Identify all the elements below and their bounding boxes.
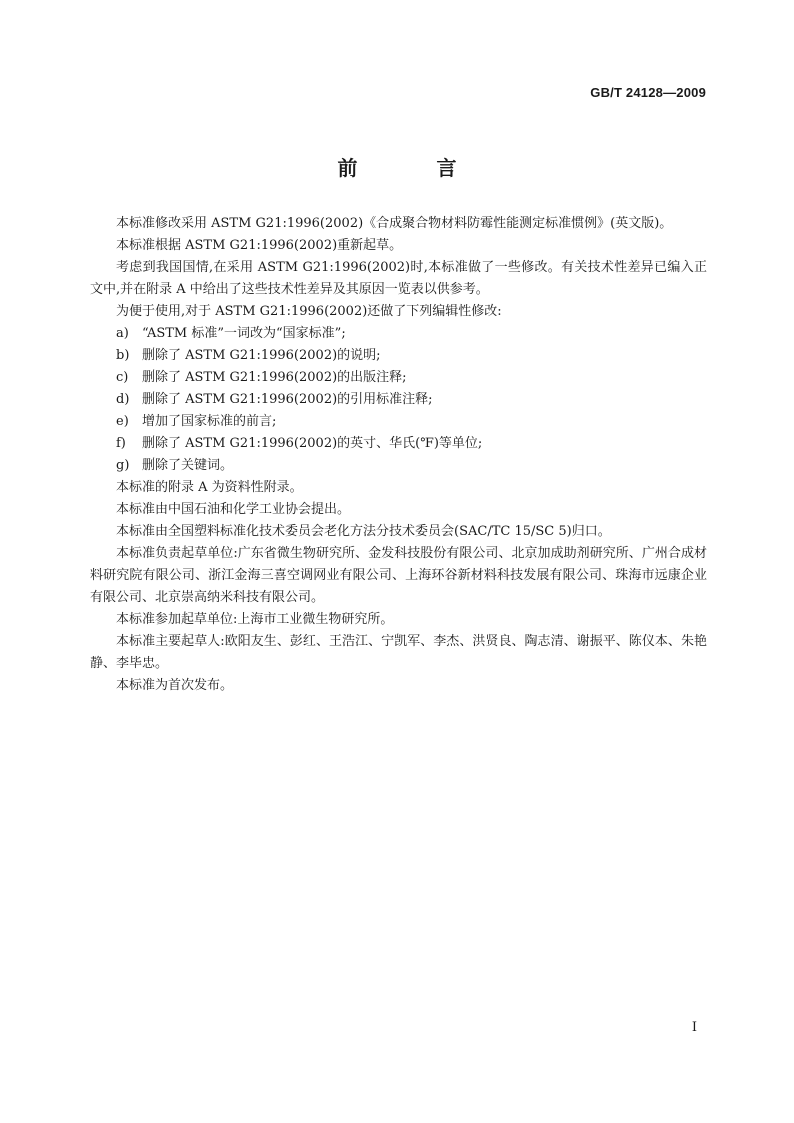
paragraph: 本标准由全国塑料标准化技术委员会老化方法分技术委员会(SAC/TC 15/SC 5)归口。 (116, 524, 611, 539)
foreword-body (90, 213, 707, 697)
paragraph: 本标准由中国石油和化学工业协会提出。 (116, 502, 351, 517)
list-item (90, 389, 707, 411)
paragraph: 考虑到我国国情,在采用 ASTM G21:1996(2002)时,本标准做了一些修改。有关技术性差异已编入正文中,并在附录 A 中给出了这些技术性差异及其原因一览表以供参考。 (90, 260, 707, 297)
list-item-text: “ASTM 标准”一词改为“国家标准”; (142, 326, 346, 341)
list-item-text: 删除了 ASTM G21:1996(2002)的说明; (142, 348, 381, 363)
list-marker: f) (116, 436, 126, 451)
page-number: I (691, 1020, 697, 1035)
list-item-text: 删除了 ASTM G21:1996(2002)的出版注释; (142, 370, 407, 385)
list-item (90, 323, 707, 345)
paragraph: 本标准参加起草单位:上海市工业微生物研究所。 (116, 612, 394, 627)
list-marker: e) (116, 414, 129, 429)
list-item (90, 367, 707, 389)
paragraph: 为便于使用,对于 ASTM G21:1996(2002)还做了下列编辑性修改: (116, 304, 502, 319)
list-item-text: 删除了 ASTM G21:1996(2002)的英寸、华氏(℉)等单位; (142, 436, 483, 451)
list-marker: a) (116, 326, 129, 341)
list-item (90, 455, 707, 477)
paragraph: 本标准负责起草单位:广东省微生物研究所、金发科技股份有限公司、北京加成助剂研究所、广州合成材料研究院有限公司、浙江金海三喜空调网业有限公司、上海环谷新材料科技发展有限公司、珠海市远康企业有限公司、北京崇高纳米科技有限公司。 (90, 546, 707, 605)
list-marker: g) (116, 458, 130, 473)
list-marker: b) (116, 348, 130, 363)
paragraph: 本标准为首次发布。 (116, 678, 234, 693)
list-item (90, 411, 707, 433)
paragraph: 本标准根据 ASTM G21:1996(2002)重新起草。 (116, 238, 403, 253)
list-marker: c) (116, 370, 129, 385)
list-item-text: 删除了 ASTM G21:1996(2002)的引用标准注释; (142, 392, 433, 407)
paragraph: 本标准的附录 A 为资料性附录。 (116, 480, 303, 495)
paragraph: 本标准主要起草人:欧阳友生、彭红、王浩江、宁凯军、李杰、洪贤良、陶志清、谢振平、陈仪本、朱艳静、李毕忠。 (90, 634, 707, 671)
list-item (90, 433, 707, 455)
list-item-text: 增加了国家标准的前言; (142, 414, 277, 429)
paragraph: 本标准修改采用 ASTM G21:1996(2002)《合成聚合物材料防霉性能测定标准惯例》(英文版)。 (116, 216, 673, 231)
list-marker: d) (116, 392, 130, 407)
page-title: 前 言 (337, 156, 493, 180)
list-item-text: 删除了关键词。 (142, 458, 234, 473)
standard-code: GB/T 24128—2009 (590, 85, 706, 100)
list-item (90, 345, 707, 367)
